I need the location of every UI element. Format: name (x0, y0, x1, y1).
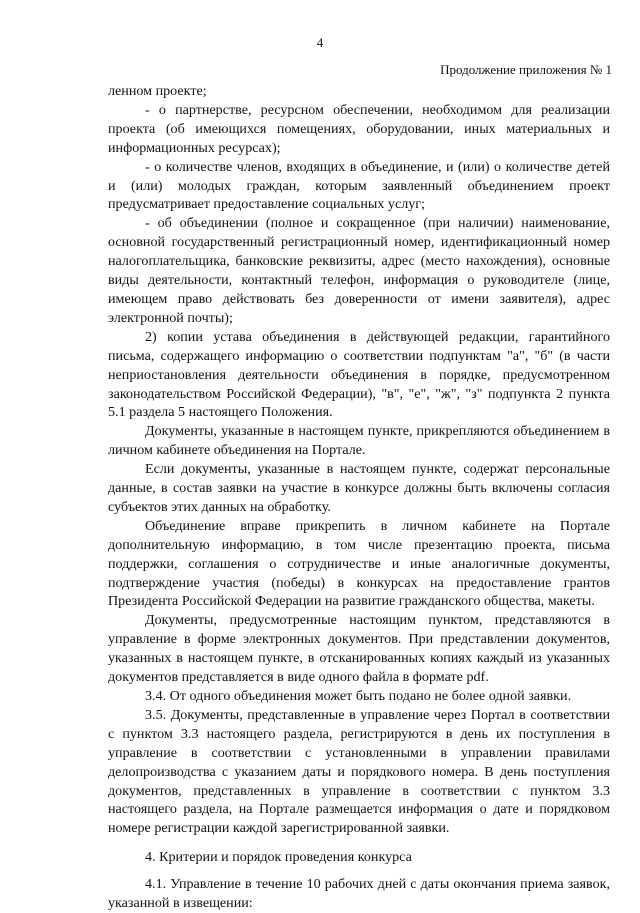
paragraph: Документы, предусмотренные настоящим пунктом, представляются в управление в форме электронных документов. При представлении документов, указанных в настоящем пункте, в отсканированных копиях каждый из указанных документов представляется в виде одного файла в формате pdf. (108, 612, 610, 686)
paragraph: 4.1. Управление в течение 10 рабочих дней с даты окончания приема заявок, указанной в извещении: (108, 876, 610, 912)
paragraph: Объединение вправе прикрепить в личном кабинете на Портале дополнительную информацию, в том числе презентацию проекта, письма поддержки, соглашения о сотрудничестве и иные аналогичные документы, подтверждение участия (победы) в конкурсах на предоставление грантов Президента Российской Федерации на развитие гражданского общества, макеты. (108, 517, 610, 610)
paragraph: - о количестве членов, входящих в объединение, и (или) о количестве детей и (или) молодых граждан, которым заявленный объединением проект предусматривает предоставление социальных услуг; (108, 158, 610, 213)
paragraph: - об объединении (полное и сокращенное (при наличии) наименование, основной государственный регистрационный номер, идентификационный номер налогоплательщика, банковские реквизиты, адрес (место нахождения), основные виды деятельности, контактный телефон, информация о руководителе (лице, имеющем право действовать без доверенности от имени заявителя), адрес электронной почты); (108, 215, 610, 326)
paragraph: 3.5. Документы, представленные в управление через Портал в соответствии с пунктом 3.3 настоящего раздела, регистрируются в день их поступления в управление в соответствии с установленными в управлении правилами делопроизводства с указанием даты и порядкового номера. В день поступления документов, представленных в управление в соответствии с пунктом 3.3 настоящего раздела, на Портале размещается информация о дате и порядковом номере регистрации каждой зарегистрированной заявки. (108, 706, 610, 837)
document-body (108, 82, 610, 913)
paragraph: ленном проекте; (108, 83, 207, 99)
appendix-continuation-label: Продолжение приложения № 1 (440, 62, 612, 77)
paragraph: Если документы, указанные в настоящем пункте, содержат персональные данные, в состав заявки на участие в конкурсе должны быть включены согласия субъектов этих данных на обработку. (108, 461, 610, 515)
paragraph: 2) копии устава объединения в действующей редакции, гарантийного письма, содержащего информацию о соответствии подпунктам "а", "б" (в части неприостановления деятельности объединения в порядке, предусмотренном законодательством Российской Федерации), "в", "е", "ж", "з" подпункта 2 пункта 5.1 раздела 5 настоящего Положения. (108, 328, 610, 421)
paragraph: 3.4. От одного объединения может быть подано не более одной заявки. (145, 688, 572, 704)
section-heading: 4. Критерии и порядок проведения конкурса (145, 849, 412, 866)
page-number: 4 (316, 35, 324, 50)
paragraph: Документы, указанные в настоящем пункте, прикрепляются объединением в личном кабинете объединения на Портале. (108, 423, 610, 459)
paragraph: - о партнерстве, ресурсном обеспечении, необходимом для реализации проекта (об имеющихся помещениях, оборудовании, иных материальных и информационных ресурсах); (108, 101, 610, 156)
